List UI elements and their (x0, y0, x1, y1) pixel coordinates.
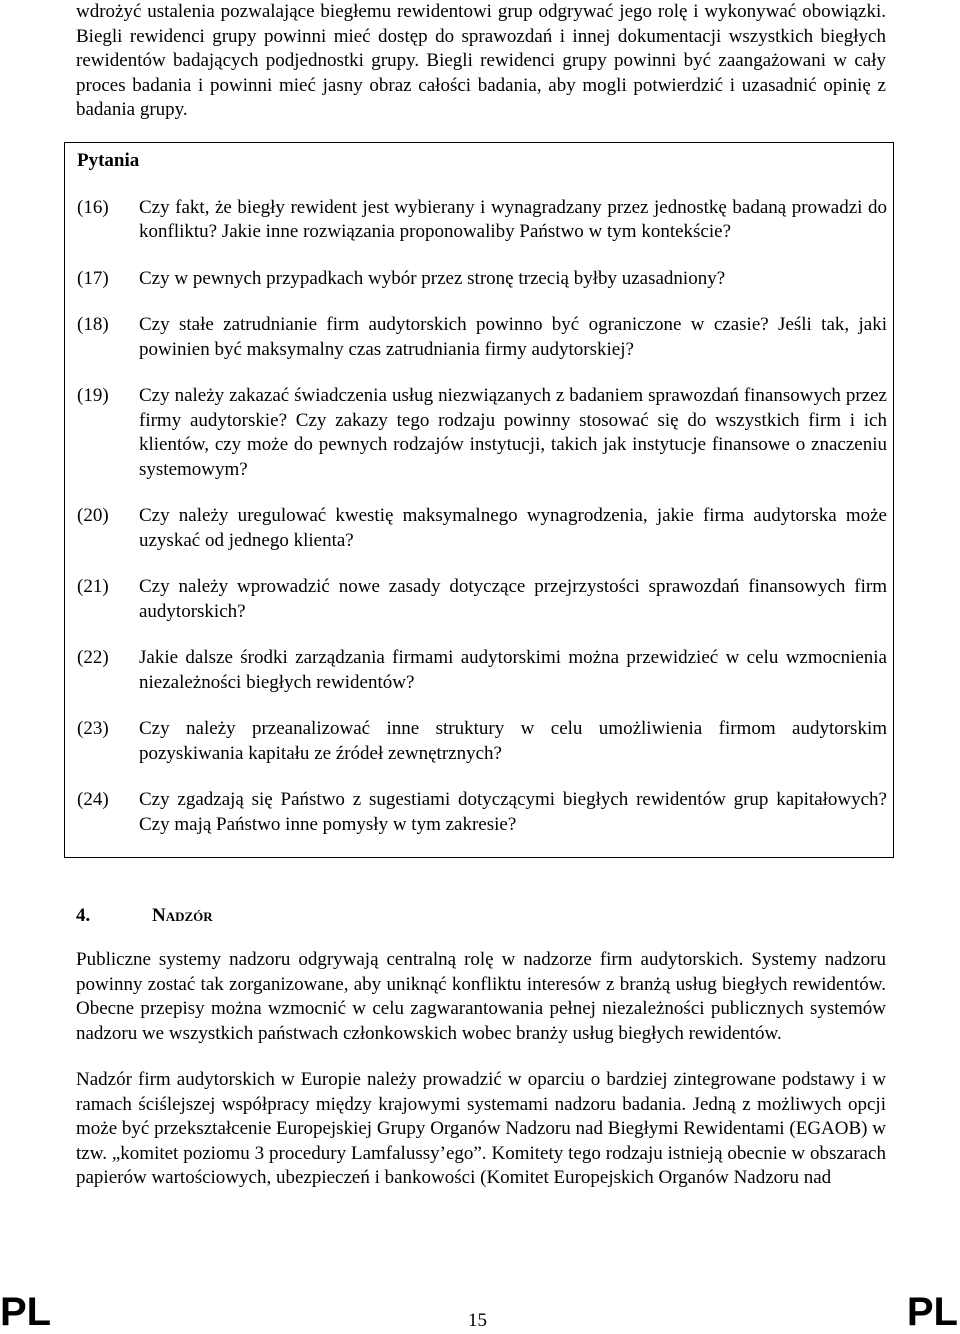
question-number: (22) (77, 647, 109, 668)
question-number: (21) (77, 576, 109, 597)
section-number: 4. (76, 905, 91, 926)
question-text: Jakie dalsze środki zarządzania firmami audytorskimi można przewidzieć w celu wzmocnienia niezależności biegłych rewidentów? (139, 647, 887, 693)
question-number: (24) (77, 789, 109, 810)
question-number: (19) (77, 385, 109, 406)
question-item (77, 313, 887, 362)
questions-box (64, 142, 894, 858)
question-item (77, 504, 887, 553)
question-item (77, 575, 887, 624)
question-item (77, 384, 887, 482)
footer-language-left: PL (0, 1290, 52, 1334)
question-text: Czy należy przeanalizować inne struktury w celu umożliwienia firmom audytorskim pozyskiwania kapitału ze źródeł zewnętrznych? (139, 718, 887, 764)
questions-list (77, 196, 887, 838)
question-item (77, 267, 887, 292)
question-item (77, 196, 887, 245)
question-number: (18) (77, 314, 109, 335)
question-text: Czy fakt, że biegły rewident jest wybierany i wynagradzany przez jednostkę badaną prowadzi do konfliktu? Jakie inne rozwiązania proponowaliby Państwo w tym kontekście? (139, 196, 887, 242)
question-item (77, 717, 887, 766)
question-number: (17) (77, 267, 109, 289)
section-body (76, 948, 886, 1191)
question-number: (20) (77, 505, 109, 526)
question-number: (23) (77, 718, 109, 739)
question-text: Czy zgadzają się Państwo z sugestiami dotyczącymi biegłych rewidentów grup kapitałowych? Czy mają Państwo inne pomysły w tym zakresie? (139, 789, 887, 835)
question-text: Czy należy wprowadzić nowe zasady dotyczące przejrzystości sprawozdań finansowych firm audytorskich? (139, 576, 887, 622)
question-text: Czy w pewnych przypadkach wybór przez stronę trzecią byłby uzasadniony? (139, 267, 726, 289)
section-paragraph: Nadzór firm audytorskich w Europie należy prowadzić w oparciu o bardziej zintegrowane podstawy i w ramach ściślejszej współpracy między krajowymi systemami nadzoru badania. Jedną z możliwych opcji może być przekształcenie Europejskiej Grupy Organów Nadzoru nad Biegłymi Rewidentami (EGAOB) w tzw. „komitet poziomu 3 procedury Lamfalussy’ego”. Komitety tego rodzaju istnieją obecnie w obszarach papierów wartościowych, ubezpieczeń i bankowości (Komitet Europejskich Organów Nadzoru nad (76, 1069, 886, 1188)
question-text: Czy należy zakazać świadczenia usług niezwiązanych z badaniem sprawozdań finansowych przez firmy audytorskie? Czy zakazy tego rodzaju powinny stosować się do wszystkich firm i ich klientów, czy może do pewnych rodzajów instytucji, takich jak instytucje finansowe o znaczeniu systemowym? (139, 385, 887, 480)
question-number: (16) (77, 196, 109, 218)
question-item (77, 646, 887, 695)
question-text: Czy należy uregulować kwestię maksymalnego wynagrodzenia, jakie firma audytorska może uzyskać od jednego klienta? (139, 505, 887, 551)
intro-paragraph: wdrożyć ustalenia pozwalające biegłemu rewidentowi grup odgrywać jego rolę i wykonywać obowiązki. Biegli rewidenci grupy powinni mieć dostęp do sprawozdań i innej dokumentacji wszystkich biegłych rewidentów badających podjednostki grupy. Biegli rewidenci grupy powinni być zaangażowani w cały proces badania i powinni mieć jasny obraz całości badania, aby mogli potwierdzić i uzasadnić opinię z badania grupy. (76, 1, 886, 120)
page-number: 15 (468, 1310, 487, 1331)
question-item (77, 788, 887, 837)
question-text: Czy stałe zatrudnianie firm audytorskich powinno być ograniczone w czasie? Jeśli tak, jaki powinien być maksymalny czas zatrudniania firmy audytorskiej? (139, 314, 887, 360)
section-title: Nadzór (152, 905, 213, 926)
section-heading (76, 904, 213, 929)
section-paragraph: Publiczne systemy nadzoru odgrywają centralną rolę w nadzorze firm audytorskich. Systemy nadzoru powinny zostać tak zorganizowane, aby uniknąć konfliktu interesów z branżą usług biegłych rewidentów. Obecne przepisy można wzmocnić w celu zagwarantowania pełnej niezależności publicznych systemów nadzoru we wszystkich państwach członkowskich wobec branży usług biegłych rewidentów. (76, 949, 886, 1044)
questions-box-title: Pytania (77, 150, 140, 171)
footer-language-right: PL (906, 1290, 958, 1334)
